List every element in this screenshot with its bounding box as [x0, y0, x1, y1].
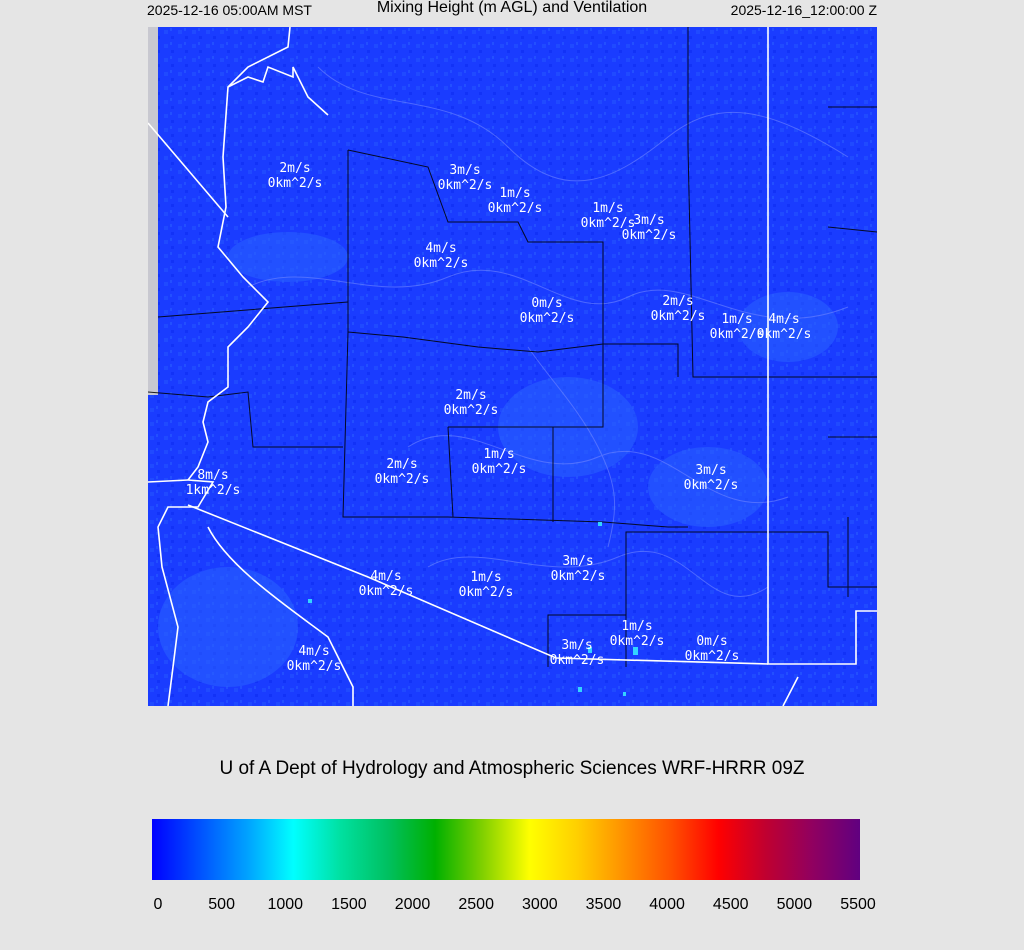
wind-speed-label: 0m/s	[531, 296, 563, 311]
ventilation-label: 0km^2/s	[683, 478, 739, 493]
colorbar-tick-label: 5500	[840, 896, 876, 913]
ventilation-label: 0km^2/s	[358, 584, 414, 599]
ventilation-label: 0km^2/s	[609, 634, 665, 649]
mixing-height-map	[148, 27, 877, 706]
colorbar-tick-label: 2500	[458, 896, 494, 913]
colorbar-tick-label: 5000	[776, 896, 813, 913]
wind-speed-label: 3m/s	[449, 163, 481, 178]
ventilation-label: 0km^2/s	[580, 216, 636, 231]
ventilation-label: 0km^2/s	[487, 201, 543, 216]
wind-speed-label: 3m/s	[633, 213, 665, 228]
colorbar-tick-label: 0	[153, 896, 163, 913]
wind-speed-label: 4m/s	[768, 312, 800, 327]
ventilation-label: 0km^2/s	[413, 256, 469, 271]
colorbar	[152, 819, 860, 880]
wind-speed-label: 2m/s	[386, 457, 418, 472]
ventilation-label: 1km^2/s	[185, 483, 241, 498]
wind-speed-label: 1m/s	[499, 186, 531, 201]
valid-time: 2025-12-16_12:00:00 Z	[730, 2, 877, 18]
ventilation-label: 0km^2/s	[519, 311, 575, 326]
colorbar-tick-label: 3500	[585, 896, 622, 913]
ventilation-label: 0km^2/s	[650, 309, 706, 324]
ventilation-label: 0km^2/s	[437, 178, 493, 193]
colorbar-tick-label: 4000	[649, 896, 685, 913]
colorbar-tick-label: 1500	[331, 896, 367, 913]
ventilation-label: 0km^2/s	[471, 462, 527, 477]
ventilation-label: 0km^2/s	[621, 228, 677, 243]
ventilation-label: 0km^2/s	[286, 659, 342, 674]
no-data-strip	[148, 27, 158, 395]
wind-speed-label: 3m/s	[695, 463, 727, 478]
colorbar-tick-label: 4500	[712, 896, 749, 913]
ventilation-label: 0km^2/s	[550, 569, 606, 584]
colorbar-tick-label: 1000	[267, 896, 304, 913]
forecast-local-time: 2025-12-16 05:00AM MST	[147, 2, 312, 18]
wind-speed-label: 2m/s	[662, 294, 694, 309]
page-title: Mixing Height (m AGL) and Ventilation	[376, 0, 648, 16]
wind-speed-label: 4m/s	[298, 644, 330, 659]
ventilation-label: 0km^2/s	[549, 653, 605, 668]
colorbar-tick-label: 3000	[522, 896, 558, 913]
ventilation-label: 0km^2/s	[756, 327, 812, 342]
wind-speed-label: 2m/s	[279, 161, 311, 176]
wind-speed-label: 4m/s	[370, 569, 402, 584]
wind-speed-label: 4m/s	[425, 241, 457, 256]
ventilation-label: 0km^2/s	[374, 472, 430, 487]
wind-speed-label: 3m/s	[561, 638, 593, 653]
wind-speed-label: 1m/s	[592, 201, 624, 216]
model-credit: U of A Dept of Hydrology and Atmospheric Sciences WRF-HRRR 09Z	[219, 758, 805, 779]
wind-speed-label: 1m/s	[483, 447, 515, 462]
ventilation-label: 0km^2/s	[443, 403, 499, 418]
ventilation-label: 0km^2/s	[267, 176, 323, 191]
ventilation-label: 0km^2/s	[684, 649, 740, 664]
wind-speed-label: 1m/s	[721, 312, 753, 327]
wind-speed-label: 2m/s	[455, 388, 487, 403]
wind-speed-label: 1m/s	[470, 570, 502, 585]
colorbar-tick-label: 2000	[394, 896, 431, 913]
wind-speed-label: 3m/s	[562, 554, 594, 569]
wind-speed-label: 8m/s	[197, 468, 229, 483]
wind-speed-label: 1m/s	[621, 619, 653, 634]
wind-speed-label: 0m/s	[696, 634, 728, 649]
colorbar-tick-label: 500	[208, 896, 235, 913]
ventilation-label: 0km^2/s	[458, 585, 514, 600]
ventilation-label: 0km^2/s	[709, 327, 765, 342]
